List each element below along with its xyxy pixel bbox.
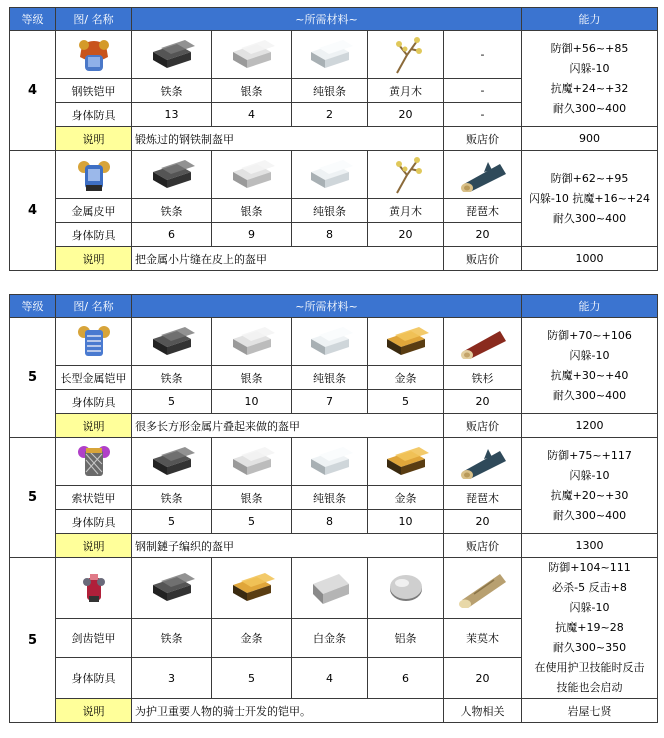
- item-name: 金属皮甲: [56, 199, 132, 223]
- material-name: 铁条: [132, 366, 212, 390]
- ability-line: 技能也会启动: [556, 681, 623, 694]
- pipa-wood-icon: [444, 151, 522, 199]
- pure-silver-bar-icon: [292, 318, 368, 366]
- material-name: 茉莫木: [444, 619, 522, 658]
- ability-line: 耐久300~350: [552, 641, 627, 654]
- material-qty: 6: [368, 658, 444, 699]
- material-qty: 9: [212, 223, 292, 247]
- material-name: 琵琶木: [444, 199, 522, 223]
- material-name: 铁杉: [444, 366, 522, 390]
- material-qty: 6: [132, 223, 212, 247]
- material-name: 黄月木: [368, 79, 444, 103]
- item-desc-row: [10, 247, 658, 271]
- table-header-row: [10, 295, 658, 318]
- item-name: 长型金属铠甲: [56, 366, 132, 390]
- price-label: 贩店价: [444, 127, 522, 151]
- pure-silver-bar-icon: [292, 438, 368, 486]
- material-qty: 8: [292, 510, 368, 534]
- material-name: 铁条: [132, 619, 212, 658]
- material-qty: -: [444, 103, 522, 127]
- header-ability: 能力: [522, 295, 658, 318]
- header-materials: ~所需材料~: [132, 8, 522, 31]
- material-name: 金条: [368, 486, 444, 510]
- armor-table-level-5: [9, 294, 658, 723]
- item-desc-row: [10, 534, 658, 558]
- material-qty: 20: [368, 223, 444, 247]
- ability-line: 闪躲-10: [569, 348, 610, 362]
- aluminum-disc-icon: [368, 558, 444, 619]
- item-desc-row: [10, 127, 658, 151]
- armor-table-level-4: [9, 7, 658, 271]
- empty-material-slot: -: [444, 31, 522, 79]
- item-level: 5: [10, 558, 56, 723]
- ability-line: 闪躲-10: [569, 601, 610, 614]
- material-name: 纯银条: [292, 486, 368, 510]
- iron-bar-icon: [132, 438, 212, 486]
- ability-line: 防御+70~+106: [547, 328, 632, 342]
- silver-bar-icon: [212, 151, 292, 199]
- item-price: 1000: [522, 247, 658, 271]
- material-qty: 2: [292, 103, 368, 127]
- header-icon-name: 图/ 名称: [56, 8, 132, 31]
- ability-list: [522, 318, 658, 414]
- item-type: 身体防具: [56, 223, 132, 247]
- material-qty: 10: [212, 390, 292, 414]
- material-name: 银条: [212, 366, 292, 390]
- iron-bar-icon: [132, 558, 212, 619]
- material-name: 铁条: [132, 486, 212, 510]
- gold-bar-icon: [212, 558, 292, 619]
- header-ability: 能力: [522, 8, 658, 31]
- ability-list: [522, 151, 658, 247]
- item-type: 身体防具: [56, 510, 132, 534]
- item-price: 1200: [522, 414, 658, 438]
- jasmine-wood-icon: [444, 558, 522, 619]
- ability-line: 防御+62~+95: [550, 171, 629, 185]
- price-label: 贩店价: [444, 414, 522, 438]
- desc-label: 说明: [56, 414, 132, 438]
- material-qty: 3: [132, 658, 212, 699]
- chain-armor-icon: [56, 438, 132, 486]
- item-description: 为护卫重要人物的骑士开发的铠甲。: [132, 699, 444, 723]
- ability-line: 必杀-5 反击+8: [552, 581, 627, 594]
- ability-line: 耐久300~400: [552, 101, 627, 115]
- ability-line: 耐久300~400: [552, 508, 627, 522]
- item-description: 钢制鏈子编织的盔甲: [132, 534, 444, 558]
- desc-label: 说明: [56, 534, 132, 558]
- ability-line: 闪躲-10: [569, 61, 610, 75]
- price-label: 贩店价: [444, 247, 522, 271]
- material-qty: 10: [368, 510, 444, 534]
- material-name: 纯银条: [292, 79, 368, 103]
- steel-armor-icon: [56, 31, 132, 79]
- material-qty: 5: [368, 390, 444, 414]
- item-type: 身体防具: [56, 103, 132, 127]
- material-qty: 5: [212, 658, 292, 699]
- ability-list: [522, 31, 658, 127]
- item-row-chain-armor: [10, 438, 658, 486]
- item-row-steel-armor: [10, 31, 658, 79]
- ability-list: [522, 558, 658, 699]
- item-level: 4: [10, 31, 56, 151]
- item-type: 身体防具: [56, 390, 132, 414]
- material-qty: 20: [444, 223, 522, 247]
- ability-line: 在使用护卫技能时反击: [534, 661, 645, 674]
- silver-bar-icon: [212, 438, 292, 486]
- desc-label: 说明: [56, 247, 132, 271]
- material-name: 金条: [212, 619, 292, 658]
- metal-leather-armor-icon: [56, 151, 132, 199]
- material-name: 银条: [212, 486, 292, 510]
- material-qty: 5: [132, 390, 212, 414]
- item-description: 很多长方形金属片叠起来做的盔甲: [132, 414, 444, 438]
- item-level: 5: [10, 318, 56, 438]
- material-name: 纯银条: [292, 199, 368, 223]
- ability-line: 耐久300~400: [552, 388, 627, 402]
- item-row-sabertooth-armor: [10, 558, 658, 619]
- platinum-bar-icon: [292, 558, 368, 619]
- relation-value: 岩屋七贤: [522, 699, 658, 723]
- pure-silver-bar-icon: [292, 31, 368, 79]
- item-name: 钢铁铠甲: [56, 79, 132, 103]
- yellow-moon-wood-icon: [368, 151, 444, 199]
- header-materials: ~所需材料~: [132, 295, 522, 318]
- material-name: 银条: [212, 79, 292, 103]
- item-description: 把金属小片缝在皮上的盔甲: [132, 247, 444, 271]
- silver-bar-icon: [212, 31, 292, 79]
- gold-bar-icon: [368, 318, 444, 366]
- long-metal-armor-icon: [56, 318, 132, 366]
- item-price: 1300: [522, 534, 658, 558]
- ability-line: 抗魔+19~28: [555, 621, 624, 634]
- material-qty: 7: [292, 390, 368, 414]
- relation-label: 人物相关: [444, 699, 522, 723]
- header-level: 等级: [10, 8, 56, 31]
- material-name: 琵琶木: [444, 486, 522, 510]
- iron-fir-log-icon: [444, 318, 522, 366]
- item-level: 5: [10, 438, 56, 558]
- pure-silver-bar-icon: [292, 151, 368, 199]
- material-name: 铝条: [368, 619, 444, 658]
- ability-line: 防御+56~+85: [550, 41, 629, 55]
- material-qty: 20: [368, 103, 444, 127]
- item-level: 4: [10, 151, 56, 271]
- material-qty: 20: [444, 510, 522, 534]
- material-qty: 13: [132, 103, 212, 127]
- item-type: 身体防具: [56, 658, 132, 699]
- silver-bar-icon: [212, 318, 292, 366]
- ability-line: 耐久300~400: [552, 211, 627, 225]
- ability-line: 防御+75~+117: [547, 448, 632, 462]
- ability-line: 防御+104~111: [548, 561, 631, 574]
- item-row-long-metal-armor: [10, 318, 658, 366]
- item-description: 锻炼过的钢铁制盔甲: [132, 127, 444, 151]
- header-icon-name: 图/ 名称: [56, 295, 132, 318]
- header-level: 等级: [10, 295, 56, 318]
- material-name: 铁条: [132, 79, 212, 103]
- material-name: 银条: [212, 199, 292, 223]
- iron-bar-icon: [132, 151, 212, 199]
- material-qty: 5: [132, 510, 212, 534]
- material-qty: 8: [292, 223, 368, 247]
- ability-line: 闪躲-10 抗魔+16~+24: [528, 191, 651, 205]
- item-desc-row: [10, 699, 658, 723]
- material-qty: 20: [444, 390, 522, 414]
- gold-bar-icon: [368, 438, 444, 486]
- desc-label: 说明: [56, 127, 132, 151]
- sabertooth-armor-icon: [56, 558, 132, 619]
- material-qty: 20: [444, 658, 522, 699]
- ability-line: 抗魔+30~+40: [550, 368, 629, 382]
- item-name: 剑齿铠甲: [56, 619, 132, 658]
- material-name: 纯银条: [292, 366, 368, 390]
- table-header-row: [10, 8, 658, 31]
- pipa-wood-icon: [444, 438, 522, 486]
- yellow-moon-wood-icon: [368, 31, 444, 79]
- material-name: 白金条: [292, 619, 368, 658]
- item-price: 900: [522, 127, 658, 151]
- material-name: 金条: [368, 366, 444, 390]
- iron-bar-icon: [132, 31, 212, 79]
- ability-list: [522, 438, 658, 534]
- material-qty: 4: [292, 658, 368, 699]
- item-desc-row: [10, 414, 658, 438]
- ability-line: 抗魔+20~+30: [550, 488, 629, 502]
- material-name: -: [444, 79, 522, 103]
- desc-label: 说明: [56, 699, 132, 723]
- item-name: 索状铠甲: [56, 486, 132, 510]
- material-name: 黄月木: [368, 199, 444, 223]
- material-name: 铁条: [132, 199, 212, 223]
- price-label: 贩店价: [444, 534, 522, 558]
- material-qty: 4: [212, 103, 292, 127]
- item-row-metal-leather-armor: [10, 151, 658, 199]
- ability-line: 闪躲-10: [569, 468, 610, 482]
- iron-bar-icon: [132, 318, 212, 366]
- material-qty: 5: [212, 510, 292, 534]
- ability-line: 抗魔+24~+32: [550, 81, 629, 95]
